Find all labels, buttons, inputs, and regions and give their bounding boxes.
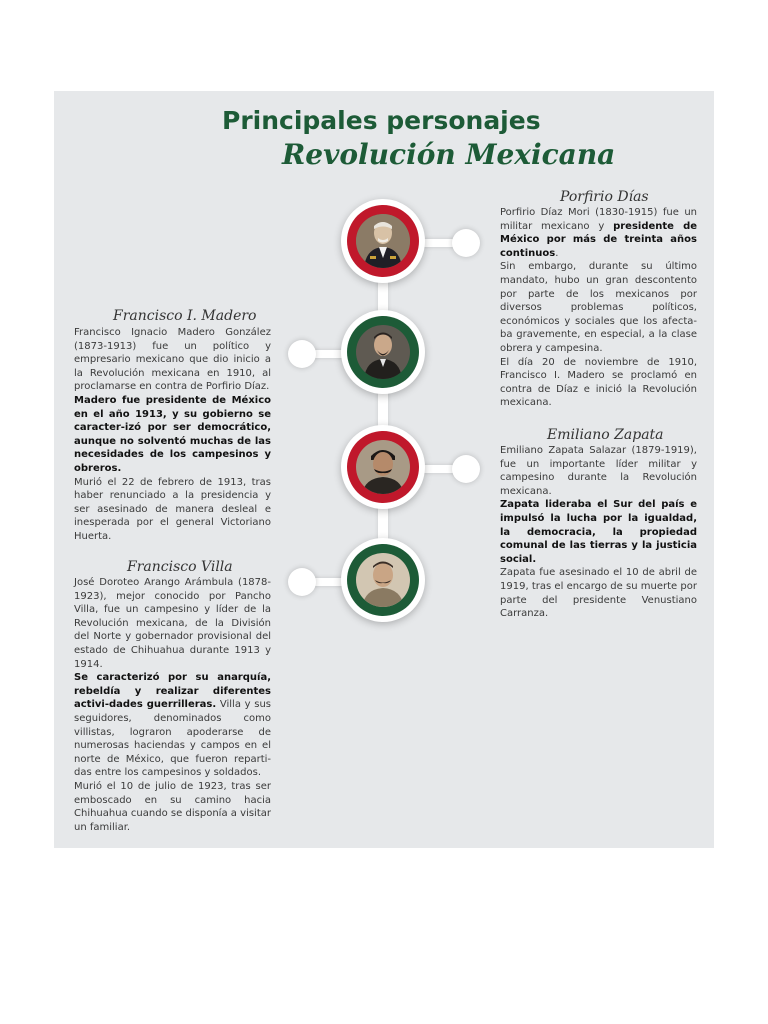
bio-villa	[74, 576, 271, 834]
bio-zapata-p1: Emiliano Zapata Salazar (1879-1919), fue un importante líder militar y campesino durante la Revolución mexicana.	[500, 445, 697, 497]
portrait-diaz-image	[356, 214, 410, 268]
bio-villa-p3: Murió el 10 de julio de 1923, tras ser emboscado en su camino hacia Chihuahua cuando se disponía a visitar un familiar.	[74, 780, 271, 833]
bio-diaz	[500, 206, 697, 410]
bio-madero-p3: Murió el 22 de febrero de 1913, tras haber renunciado a la presidencia y ser asesinado de manera desleal e inesperada por el general Victoriano Huerta.	[74, 476, 271, 542]
bio-villa-p2a: Se caracterizó por su anarquía, rebeldía y realizar diferentes activi-dades guerrilleras.	[74, 672, 271, 711]
portrait-madero	[341, 310, 425, 394]
page-title: Principales personajes	[222, 106, 541, 135]
portrait-diaz	[341, 199, 425, 283]
name-diaz: Porfirio Días	[560, 189, 649, 205]
bio-villa-p1: José Doroteo Arango Arámbula (1878-1923), mejor conocido por Pancho Villa, fue un campesino y líder de la Revolución mexicana, de la División del Norte y gobernador provisional del estado de Chihuahua durante 1913 y 1914.	[74, 577, 271, 670]
bio-madero-p2-bold: Madero fue presidente de México en el año 1913, y su gobierno se caracter-izó por ser democrático, aunque no solventó muchas de las necesidades de los campesinos y obreros.	[74, 394, 271, 474]
name-zapata: Emiliano Zapata	[547, 427, 664, 443]
bio-diaz-p1a: Porfirio Díaz Mori (1830-1915) fue un militar mexicano y	[500, 207, 697, 232]
knob-madero	[288, 340, 316, 368]
bio-madero-p2	[74, 394, 271, 476]
portrait-villa	[341, 538, 425, 622]
bio-zapata-p2	[500, 498, 697, 566]
name-madero: Francisco I. Madero	[113, 308, 257, 324]
bio-diaz-p1c: .	[555, 247, 559, 259]
name-villa: Francisco Villa	[127, 559, 233, 575]
portrait-zapata	[341, 425, 425, 509]
bio-diaz-p1	[500, 206, 697, 260]
bio-villa-p2b: Villa y sus seguidores, denominados como villistas, lograron apoderarse de numerosas haciendas y campos en el norte de México, que fueron reparti-das entre los campesinos y soldados.	[74, 699, 271, 779]
bio-zapata-p3: Zapata fue asesinado el 10 de abril de 1919, tras el encargo de su muerte por parte del presidente Venustiano Carranza.	[500, 567, 697, 620]
portrait-madero-image	[356, 325, 410, 379]
knob-villa	[288, 568, 316, 596]
bio-diaz-p1b: presidente de México por más de treinta años continuos	[500, 220, 698, 259]
knob-diaz	[452, 229, 480, 257]
portrait-zapata-image	[356, 440, 410, 494]
bio-diaz-p3: El día 20 de noviembre de 1910, Francisco I. Madero se proclamó en contra de Díaz e inició la Revolución mexicana.	[500, 356, 697, 409]
bio-madero	[74, 326, 271, 544]
portrait-villa-image	[356, 553, 410, 607]
bio-madero-p1: Francisco Ignacio Madero González (1873-1913) fue un político y empresario mexicano que dio inicio a la Revolución mexicana en 1910, al proclamarse en contra de Porfirio Díaz.	[74, 327, 271, 393]
knob-zapata	[452, 455, 480, 483]
bio-villa-p2	[74, 671, 271, 780]
bio-zapata-p2-bold: Zapata lideraba el Sur del país e impulsó la lucha por la igualdad, la democracia, la propiedad comunal de las tierras y la justicia social.	[500, 499, 697, 565]
bio-diaz-p2: Sin embargo, durante su último mandato, hubo un gran descontento por parte de los mexicanos por diversos problemas políticos, económicos y sociales que los afecta-ba gravemente, en especial, a la clase obrera y campesina.	[500, 261, 697, 354]
bio-zapata	[500, 444, 697, 621]
page-subtitle: Revolución Mexicana	[282, 138, 616, 171]
